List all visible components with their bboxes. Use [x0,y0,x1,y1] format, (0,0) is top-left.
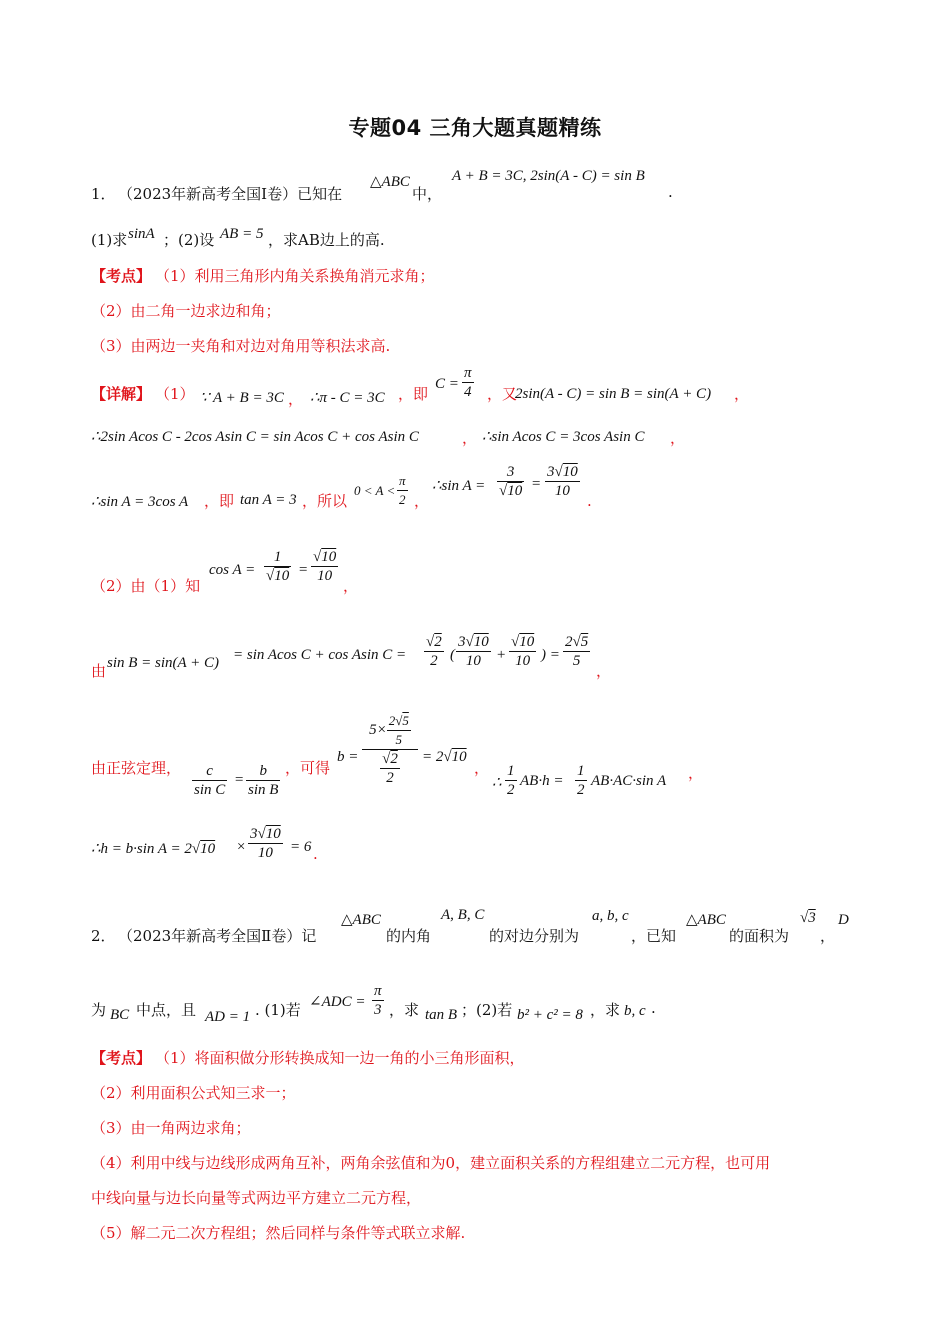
q2-source: （2023年新高考全国Ⅱ卷）记 [118,927,317,945]
q2-pi3-num: π [374,983,382,999]
kaodian2-tag: 【考点】 [91,1049,152,1067]
detail1-l6h: ， [474,759,490,777]
frac-num2: √10 [313,549,337,565]
detail1-l1c: ， [288,390,304,408]
detail1-l5c: = sin Acos C + cos Asin C = [233,647,407,663]
frac-sinC: sin C [194,782,226,798]
frac-den2: 10 [317,568,333,584]
detail1-eq2: = [298,562,309,578]
detail1-frac-3sqrt10 [497,463,524,500]
kaodian2-line4: （4）利用中线与边线形成两角互补，两角余弦值和为0，建立面积关系的方程组建立二元方程，也可用 [91,1154,771,1172]
q2-area: √3 [800,910,816,926]
q2-l2d: ，求 [389,1001,420,1019]
detail1-frac-sqrt10-10 [311,548,338,585]
detail1-l1a: （1） [155,385,195,403]
detail1-frac-3sqrt10-10b [456,633,491,670]
q1-triangle: △ABC [370,174,410,190]
detail1-frac-2sqrt5-5 [563,633,590,670]
half1-num: 1 [507,763,515,779]
q1-ask-mid: ；(2)设 [163,231,215,249]
frac-c: c [192,762,227,781]
kaodian2-line1: （1）将面积做分形转换成知一边一角的小三角形面积， [155,1049,525,1067]
q2-t4: 的面积为 [729,927,790,945]
detail1-frac-c-sinC [192,762,227,799]
q2-number: 2． [91,927,116,945]
half1-den: 2 [507,782,515,798]
kaodian2-line6: （5）解二元二次方程组；然后同样与条件等式联立求解. [91,1224,466,1242]
detail1-paren-open: ( [450,647,455,663]
q2-tanB: tan B [425,1007,458,1023]
detail1-l5b: sin B = sin(A + C) [107,655,220,671]
frac-den: 10 [554,483,570,499]
q2-t1: 的内角 [386,927,432,945]
detail1-l1b: ∵ A + B = 3C [200,390,284,406]
frac-num: 3√10 [547,464,578,480]
frac-3-num: 3 [497,463,524,482]
detail1-l3f: ， [414,492,430,510]
detail1-l1e: ，即 [398,385,429,403]
detail1-l6i: ∴ [492,775,502,791]
detail1-l4b: cos A = [209,562,256,578]
detail1-l1i: ， [734,385,750,403]
detail1-frac-3sqrt10-10c [248,825,283,862]
q2-angADC: ∠ADC = [309,994,366,1010]
q2-l2e: ；(2)若 [461,1001,513,1019]
detail1-paren-close: ) = [541,647,560,663]
detail1-eq3: = [234,772,245,788]
detail1-l7a: ∴h = b·sin A = 2√10 [91,841,216,857]
detail1-complex-frac [362,712,418,787]
q2-l2b: 中点，且 [136,1001,197,1019]
frac-pi2-den: 2 [399,492,406,507]
detail1-frac-sqrt2-2 [424,633,444,670]
detail1-l6j: AB·h = [520,773,564,789]
detail1-l5d: ， [596,662,612,680]
cf2-den: 2 [386,770,394,786]
detail1-frac-half2 [575,762,587,799]
detail1-l4a: （2）由（1）知 [91,577,201,595]
detail1-l3c: tan A = 3 [240,492,297,508]
cf-den: 5 [395,732,403,747]
q2-t3: ，已知 [631,927,677,945]
frac-num7: 3√10 [250,826,281,842]
q2-D: D [838,912,849,928]
detail1-tag: 【详解】 [91,385,152,403]
q1-ask-prefix: (1)求 [91,231,128,249]
q2-AD: AD = 1 [205,1009,251,1025]
kaodian2-line2: （2）利用面积公式知三求一； [91,1084,296,1102]
q2-l2c: . (1)若 [255,1001,301,1019]
kaodian1-tag: 【考点】 [91,267,152,285]
frac-pi4-den: 4 [464,384,472,400]
frac-sqrt10-den: √10 [499,483,523,499]
frac-b: b [246,762,280,781]
detail1-l6e: b = [337,749,359,765]
q1-mid: 中， [412,185,443,203]
q2-pi3-den: 3 [374,1002,382,1018]
detail1-l1d: ∴π - C = 3C [310,390,385,406]
detail1-l6k: AB·AC·sin A [591,773,667,789]
detail1-plus: + [496,647,507,663]
detail1-l6l: ， [688,764,704,782]
detail1-frac-3sqrt10-10 [545,463,580,500]
frac-pi2-num: π [397,472,408,491]
kaodian1-line2: （2）由二角一边求边和角； [91,302,281,320]
detail1-frac-b-sinB [246,762,280,799]
frac-den7: 10 [257,845,273,861]
q1-ask-tail: ，求AB边上的高. [268,231,385,249]
detail1-l6a: 由正弦定理， [91,759,182,777]
frac-num3: √2 [426,634,442,650]
detail1-l3d: ，所以 [302,492,348,510]
detail1-l1h: 2sin(A - C) = sin B = sin(A + C) [515,386,712,402]
half2-den: 2 [577,782,585,798]
complex-frac-den [362,750,418,787]
q2-t5: ， [820,927,836,945]
cf2-num: √2 [382,751,398,767]
q1-number: 1． [91,185,116,203]
kaodian2-line3: （3）由一角两边求角； [91,1119,251,1137]
detail1-l3a: ∴sin A = 3cos A [91,494,189,510]
half2-num: 1 [577,763,585,779]
frac-sqrt10-den2: √10 [266,568,290,584]
detail1-l7c: = 6 [290,839,312,855]
q2-bc: b² + c² = 8 [517,1007,583,1023]
detail1-l3b: ，即 [204,492,235,510]
detail1-l2b: ， [462,429,478,447]
frac-den3: 2 [430,653,438,669]
q2-l2f: ，求 [590,1001,621,1019]
q2-triangle: △ABC [341,912,381,928]
detail1-l1f: C = [435,376,459,392]
kaodian2-line5: 中线向量与边长向量等式两边平方建立二元方程， [91,1189,422,1207]
detail1-frac-sqrt10-10b [509,633,536,670]
q2-l2g: . [651,999,656,1017]
page-title: 专题04 三角大题真题精练 [348,116,602,140]
detail1-frac-pi4 [462,364,474,401]
complex-frac-num: 5× $\frac{2√5}{5}$ [362,712,418,750]
detail1-l4c: ， [343,577,359,595]
q2-frac-pi3 [372,982,384,1019]
q2-angles: A, B, C [441,907,485,923]
detail1-frac-1sqrt10 [264,548,291,585]
q2-sides: a, b, c [592,908,629,924]
q1-condition: A + B = 3C, 2sin(A - C) = sin B [452,168,645,184]
frac-den4: 10 [465,653,481,669]
frac-pi4-num: π [464,365,472,381]
q1-source: （2023年新高考全国Ⅰ卷）已知在 [118,185,343,203]
detail1-l3h: . [587,492,592,510]
q2-bcval: b, c [624,1003,646,1019]
detail1-l2: ∴2sin Acos C - 2cos Asin C = sin Acos C + cos Asin C [91,429,419,445]
q1-ask-sinA: sinA [128,226,155,242]
q2-triangle2: △ABC [686,912,726,928]
cf-num: 2√5 [387,712,411,731]
kaodian1-line1: （1）利用三角形内角关系换角消元求角； [155,267,435,285]
detail1-l3g: ∴sin A = [432,478,486,494]
frac-den5: 10 [515,653,531,669]
kaodian1-line3: （3）由两边一夹角和对边对角用等积法求高. [91,337,391,355]
detail1-frac-half1 [505,762,517,799]
frac-num6: 2√5 [565,634,589,650]
detail1-l3e: 0 < A < [354,483,396,498]
frac-num5: √10 [511,634,535,650]
detail1-l2c: ∴sin Acos C = 3cos Asin C [482,429,645,445]
frac-sinB: sin B [248,782,279,798]
detail1-l6g: = 2√10 [422,749,467,765]
detail1-l7b: × [236,839,247,855]
q2-BC: BC [110,1007,130,1023]
detail1-l1g: ，又 [487,385,518,403]
detail1-eq: = [531,476,542,492]
detail1-l2d: ， [670,429,686,447]
detail1-l5a: 由 [91,662,107,680]
frac-1-num: 1 [264,548,291,567]
q2-l2a: 为 [91,1001,107,1019]
q1-ask-AB: AB = 5 [220,226,264,242]
q1-end: . [668,183,673,201]
frac-num4: 3√10 [458,634,489,650]
detail1-l6d: ，可得 [285,759,331,777]
frac-den6: 5 [572,653,581,669]
q2-t2: 的对边分别为 [489,927,580,945]
detail1-l7d: . [313,845,318,863]
detail1-frac-pi2 [397,472,408,509]
